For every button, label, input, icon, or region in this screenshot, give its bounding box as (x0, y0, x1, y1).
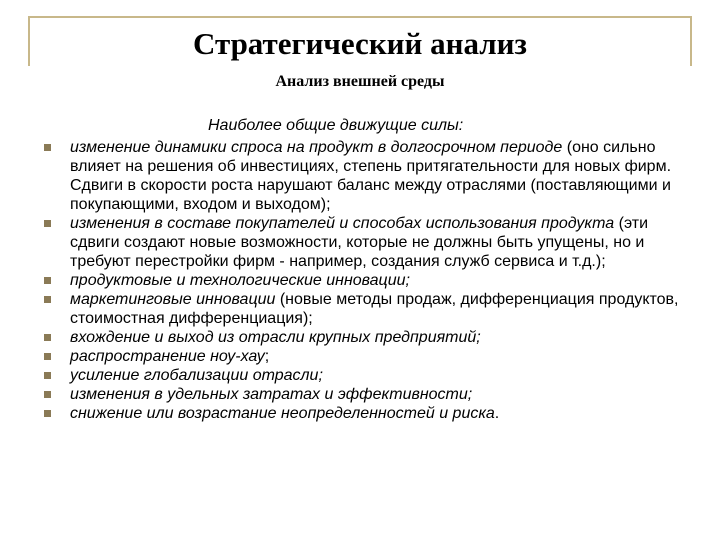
list-item (44, 328, 684, 347)
list-item (44, 385, 684, 404)
item-italic-text: изменения в составе покупателей и способах использования продукта (70, 215, 615, 232)
list-heading: Наиболее общие движущие силы: (208, 117, 464, 134)
square-bullet-icon (44, 353, 51, 360)
list-item (44, 347, 684, 366)
driving-forces-list (44, 138, 684, 423)
item-italic-text: снижение или возрастание неопределенностей и риска (70, 405, 495, 422)
item-text: (эти сдвиги создают новые возможности, которые не должны быть упущены, но и требуют перестройки фирм - например, создания служб сервиса и т.д.); (70, 215, 649, 270)
square-bullet-icon (44, 372, 51, 379)
item-italic-text: вхождение и выход из отрасли крупных предприятий; (70, 329, 481, 346)
list-item (44, 404, 684, 423)
square-bullet-icon (44, 296, 51, 303)
square-bullet-icon (44, 220, 51, 227)
item-italic-text: изменение динамики спроса на продукт в долгосрочном периоде (70, 139, 563, 156)
square-bullet-icon (44, 334, 51, 341)
item-italic-text: продуктовые и технологические инновации; (70, 272, 410, 289)
square-bullet-icon (44, 391, 51, 398)
square-bullet-icon (44, 144, 51, 151)
list-item (44, 271, 684, 290)
list-item (44, 290, 684, 328)
item-italic-text: маркетинговые инновации (70, 291, 276, 308)
square-bullet-icon (44, 410, 51, 417)
item-text: ; (264, 348, 270, 365)
item-text: . (494, 405, 500, 422)
item-text: (новые методы продаж, дифференциация продуктов, стоимостная дифференциация); (70, 291, 679, 327)
frame-top-line (28, 16, 692, 18)
list-item (44, 138, 684, 214)
slide-title: Стратегический анализ (192, 26, 527, 61)
list-item (44, 366, 684, 385)
list-item (44, 214, 684, 271)
item-italic-text: распространение ноу-хау (70, 348, 265, 365)
item-italic-text: усиление глобализации отрасли; (70, 367, 323, 384)
item-text: (оно сильно влияет на решения об инвестициях, степень притягательности для новых фирм. Сдвиги в скорости роста нарушают баланс между отраслями (поставляющими и покупающими, входом и выходом); (70, 139, 672, 213)
square-bullet-icon (44, 277, 51, 284)
item-italic-text: изменения в удельных затратах и эффективности; (70, 386, 473, 403)
slide-subtitle: Анализ внешней среды (275, 73, 445, 90)
